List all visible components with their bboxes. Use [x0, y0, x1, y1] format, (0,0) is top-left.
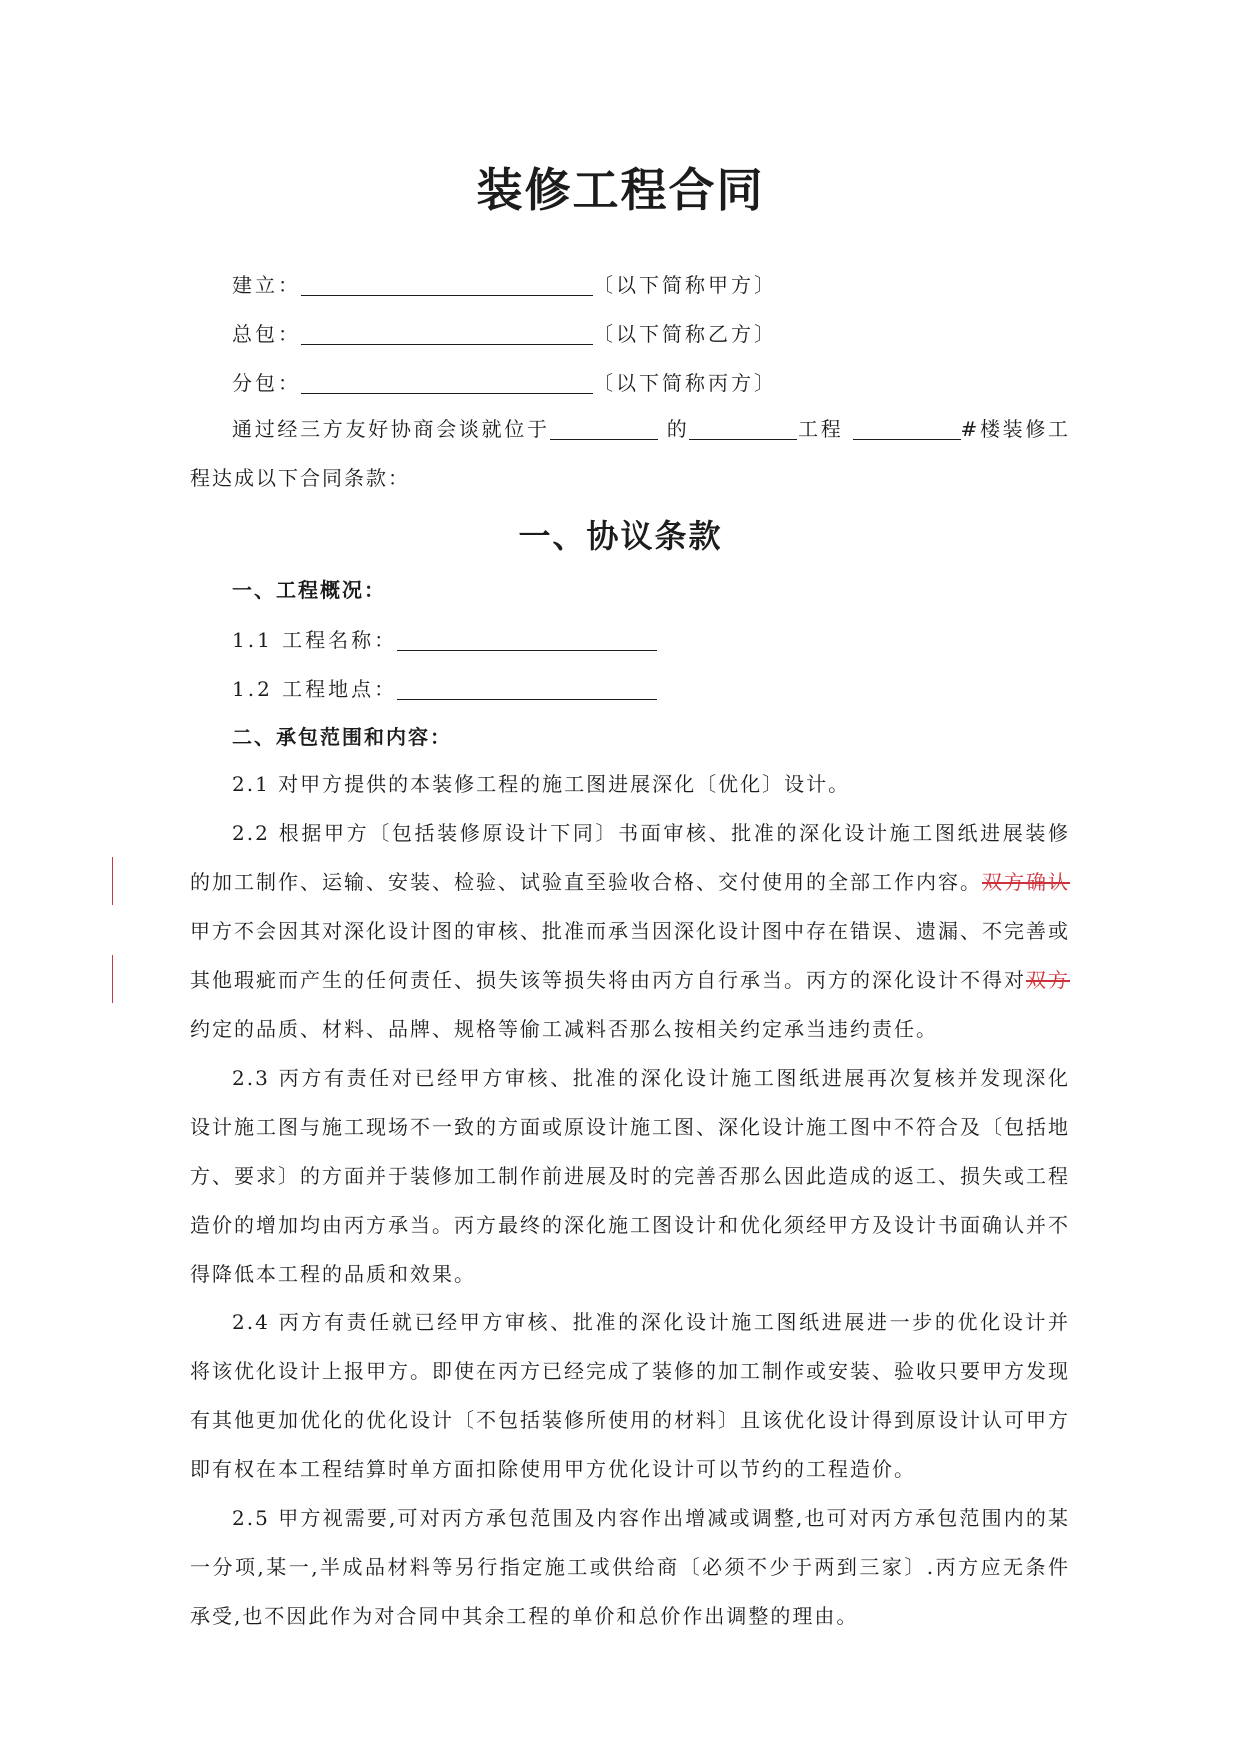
intro-text: 工程	[797, 417, 844, 441]
tracked-deletion: 双方确认	[982, 870, 1070, 894]
change-bar	[112, 955, 113, 1003]
intro-paragraph	[190, 405, 1070, 503]
paragraph-2-5: 2.5 甲方视需要,可对丙方承包范围及内容作出增减或调整,也可对丙方承包范围内的某一分项,某一,半成品材料等另行指定施工或供给商〔必须不少于两到三家〕.丙方应无条件承受,也不因此作为对合同中其余工程的单价和总价作出调整的理由。	[190, 1506, 1070, 1628]
party-name-blank[interactable]	[301, 322, 593, 345]
paragraph-text: 甲方不会因其对深化设计图的审核、批准而承当因深化设计图中存在错误、遗漏、不完善或其他瑕疵而产生的任何责任、损失该等损失将由丙方自行承当。丙方的深化设计不得对	[190, 919, 1070, 992]
party-label: 分包：	[232, 371, 301, 395]
paragraph-text: 约定的品质、材料、品牌、规格等偷工减料否那么按相关约定承当违约责任。	[190, 1017, 938, 1041]
project-blank[interactable]	[689, 417, 797, 440]
party-name-blank[interactable]	[301, 273, 593, 296]
clause-heading-scope: 二、承包范围和内容：	[232, 725, 452, 749]
party-label: 总包：	[232, 322, 301, 346]
party-suffix: 〔以下简称甲方〕	[593, 273, 777, 297]
project-name-row	[232, 625, 657, 655]
paragraph-2-4: 2.4 丙方有责任就已经甲方审核、批准的深化设计施工图纸进展进一步的优化设计并将该优化设计上报甲方。即使在丙方已经完成了装修的加工制作或安装、验收只要甲方发现有其他更加优化的优化设计〔不包括装修所使用的材料〕且该优化设计得到原设计认可甲方即有权在本工程结算时单方面扣除使用甲方优化设计可以节约的工程造价。	[190, 1310, 1070, 1481]
paragraph-2-1: 2.1 对甲方提供的本装修工程的施工图进展深化〔优化〕设计。	[232, 772, 851, 796]
building-blank[interactable]	[853, 417, 961, 440]
project-location-row	[232, 674, 657, 704]
intro-text: 通过经三方友好协商会谈就位于	[232, 417, 550, 441]
party-name-blank[interactable]	[301, 371, 593, 394]
location-blank[interactable]	[550, 417, 658, 440]
clause-heading-overview: 一、工程概况：	[232, 578, 386, 602]
project-location-label: 1.2 工程地点：	[232, 677, 398, 701]
party-row-subcontractor	[232, 368, 777, 398]
tracked-deletion: 双方	[1026, 968, 1070, 992]
party-row-general-contractor	[232, 319, 777, 349]
party-suffix: 〔以下简称乙方〕	[593, 322, 777, 346]
paragraph-2-2	[190, 809, 1070, 1054]
document-title: 装修工程合同	[476, 163, 765, 217]
project-name-label: 1.1 工程名称：	[232, 628, 398, 652]
project-location-blank[interactable]	[397, 677, 657, 700]
intro-text: 的	[666, 417, 690, 441]
paragraph-text: 2.2 根据甲方〔包括装修原设计下同〕书面审核、批准的深化设计施工图纸进展装修的加工制作、运输、安装、检验、试验直至验收合格、交付使用的全部工作内容。	[190, 821, 1070, 894]
party-suffix: 〔以下简称丙方〕	[593, 371, 777, 395]
intro-text: #楼装修工程达成以下合同条款：	[190, 417, 1071, 490]
party-row-client	[232, 270, 777, 300]
project-name-blank[interactable]	[397, 628, 657, 651]
paragraph-2-3: 2.3 丙方有责任对已经甲方审核、批准的深化设计施工图纸进展再次复核并发现深化设计施工图与施工现场不一致的方面或原设计施工图、深化设计施工图中不符合及〔包括地方、要求〕的方面并于装修加工制作前进展及时的完善否那么因此造成的返工、损失或工程造价的增加均由丙方承当。丙方最终的深化施工图设计和优化须经甲方及设计书面确认并不得降低本工程的品质和效果。	[190, 1066, 1070, 1286]
party-label: 建立：	[232, 273, 301, 297]
change-bar	[112, 857, 113, 905]
section-title: 一、协议条款	[518, 517, 723, 555]
